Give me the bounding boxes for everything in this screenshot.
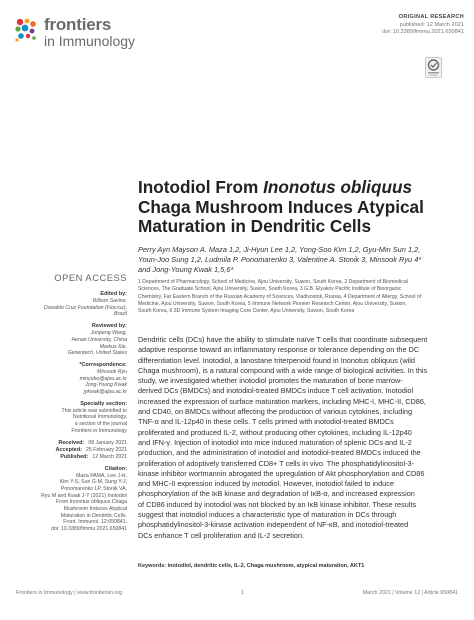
author-line: Perry Ayn Mayson A. Maza 1,2, Ji-Hyun Lee 1,2, Yong-Soo Kim 1,2, Gyu-Min Sun 1,2,	[138, 245, 421, 254]
correspondent-name: Jong-Young Kwak	[85, 382, 127, 389]
title-species: Inonotus obliquus	[263, 177, 413, 197]
reviewed-by-heading: Reviewed by:	[91, 323, 127, 330]
abstract-line: production, and the administration of inotodiol and inotodiol-treated BMDCs induced the	[138, 448, 421, 458]
affiliation-line: Sciences, The Graduate School, Ajou University, Suwon, South Korea, 3 G.B. Elyakov Pacific Institute of Bioorganic	[138, 286, 402, 293]
article-type: ORIGINAL RESEARCH	[398, 14, 464, 20]
author-list	[138, 245, 450, 274]
citation-line: Kim Y-S, Sun G-M, Sung Y-J,	[59, 479, 127, 486]
abstract-line: differentiation level. Inotodiol, a lanostane triterpenoid found in Inonotus obliquus (wild	[138, 355, 415, 365]
affiliations	[138, 279, 456, 316]
page-number: 1	[241, 590, 244, 596]
affiliation-line: Medicine, Ajou University, Suwon, South Korea, 5 Immune Network Pioneer Research Center, Ajou University, Suwon,	[138, 301, 407, 308]
journal-logo[interactable]	[13, 16, 135, 48]
specialty-heading: Specialty section:	[80, 400, 127, 407]
abstract-line: TNF-α and IL-12p40 in these cells. T cells primed with inotodiol-treated BMDCs	[138, 417, 394, 427]
abstract-line: study, we investigated whether inotodiol promotes the maturation of bone marrow-	[138, 376, 403, 386]
reviewer-line: Henan University, China	[71, 336, 127, 343]
published-date: published: 12 March 2021	[399, 21, 464, 28]
published-value: 12 March 2021	[92, 453, 127, 460]
article-sidebar	[16, 272, 127, 538]
frontiers-logo-icon	[13, 17, 39, 43]
correspondent-email[interactable]: jykwak@ajou.ac.kr	[83, 389, 127, 396]
abstract-line: derived DCs (BMDCs) and inotodiol-treated BMDCs induce T cell activation. Inotodiol	[138, 386, 414, 396]
editor-line: Oswaldo Cruz Foundation (Fiocruz),	[43, 304, 127, 311]
editor-line: Wilson Savino,	[92, 298, 127, 304]
specialty-line: Frontiers in Immunology	[71, 427, 127, 434]
keywords-label: Keywords:	[138, 563, 167, 569]
received-label: Received:	[58, 439, 85, 446]
reviewer-line: Junpeng Wang,	[90, 330, 127, 337]
correspondent-email[interactable]: minyubo@ajou.ac.kr	[79, 375, 127, 382]
edited-by-heading: Edited by:	[100, 291, 127, 297]
citation-line: Front. Immunol. 12:650841.	[63, 519, 127, 526]
reviewer-line: Markus Xie,	[99, 343, 127, 350]
citation	[16, 466, 127, 533]
abstract-line: phosphorylation of the IκB kinase and degradation of IκB-α, and increased expression	[138, 489, 415, 499]
abstract-line: of CD86 induced by inotodiol was not blocked by an IκB kinase inhibitor. These results	[138, 499, 417, 509]
reviewed-by	[16, 323, 127, 357]
editor-line: Brazil	[114, 311, 127, 318]
edited-by	[16, 291, 127, 318]
abstract-line: Chaga mushroom), is a natural compound with a wide range of biological activities. In this	[138, 365, 428, 375]
abstract-line: and CD40, on BMDCs without affecting the production of various cytokines, including	[138, 407, 413, 417]
abstract-line: proliferation of adoptively transferred CD8+ T cells in vivo. The phosphatidylinositol-3-	[138, 458, 415, 468]
logo-journal: in Immunology	[44, 33, 136, 49]
abstract	[138, 335, 458, 541]
citation-line: Ponomarenko LP, Stonik VA,	[60, 485, 127, 492]
received-value: 08 January 2021	[88, 439, 127, 446]
citation-line: Ryu M and Kwak J-Y (2021) Inotodiol	[41, 492, 127, 499]
logo-brand: frontiers	[44, 15, 112, 34]
check-for-updates-icon[interactable]	[425, 57, 442, 78]
published-date-sidebar	[16, 454, 127, 461]
affiliation-line: South Korea, 6 3D Immune System Imaging Core Center, Ajou University, Suwon, South Korea	[138, 308, 355, 315]
accepted-date	[16, 447, 127, 454]
abstract-line: kinase inhibitor wortmannin abrogated the upregulation of Akt phosphorylation and CD86	[138, 468, 425, 478]
doi-link[interactable]: doi: 10.3389/fimmu.2021.650841	[382, 29, 464, 35]
specialty-line: a section of the journal	[74, 421, 127, 428]
abstract-line: and IFN-γ. Injection of inotodiol into mice induced maturation of splenic DCs and IL-2	[138, 437, 412, 447]
abstract-line: DCs enhance T cell proliferation and IL-2 secretion.	[138, 530, 305, 540]
accepted-value: 25 February 2021	[86, 446, 127, 453]
citation-line: Maza PAMA, Lee J-H,	[76, 472, 127, 479]
citation-doi[interactable]: doi: 10.3389/fimmu.2021.650841	[51, 526, 127, 533]
footer-journal[interactable]: Frontiers in Immunology | www.frontiersin.org	[16, 590, 123, 596]
title-part-2: Chaga Mushroom Induces Atypical Maturation in Dendritic Cells	[138, 196, 424, 236]
citation-line: From Inonotus obliquus Chaga	[56, 499, 127, 506]
reviewer-line: Genentech, United States	[67, 350, 127, 357]
citation-line: Mushroom Induces Atypical	[63, 506, 127, 513]
correspondence	[16, 362, 127, 396]
correspondent-name: Minsook Ryu	[97, 368, 127, 375]
author-line: and Jong-Young Kwak 1,5,6*	[138, 264, 234, 274]
abstract-line: phosphatidylinositol-3-kinase activation independent of NF-κB, and inotodiol-treated	[138, 520, 409, 530]
abstract-line: and MHC-II expression induced by inotodiol. However, inotodiol failed to induce	[138, 479, 394, 489]
citation-heading: Citation:	[104, 465, 127, 472]
footer-volume: March 2021 | Volume 12 | Article 650841	[362, 590, 458, 596]
affiliation-line: 1 Department of Pharmacology, School of Medicine, Ajou University, Suwon, South Korea, 2 Department of Biomedical	[138, 279, 408, 285]
open-access-label: OPEN ACCESS	[54, 272, 127, 283]
article-meta	[382, 14, 464, 35]
author-line: Youn-Joo Sung 1,2, Ludmila P. Ponomarenko 3, Valentine A. Stonik 3, Minsook Ryu 4*	[138, 254, 422, 264]
abstract-line: suggest that inotodiol induces a characteristic type of maturation in DCs through	[138, 510, 397, 520]
correspondence-heading: *Correspondence:	[79, 361, 127, 368]
specialty-line: This article was submitted to	[61, 407, 127, 414]
article-title	[138, 178, 458, 237]
received-date	[16, 440, 127, 447]
accepted-label: Accepted:	[55, 446, 83, 453]
keywords	[138, 563, 458, 569]
title-part-1: Inotodiol From	[138, 177, 264, 197]
specialty-line: Nutritional Immunology,	[72, 414, 127, 421]
citation-line: Maturation in Dendritic Cells.	[60, 512, 127, 519]
page-footer	[16, 590, 458, 596]
abstract-line: adaptive response toward an inflammatory response or tolerance depending on the DC	[138, 345, 420, 355]
affiliation-line: Chemistry, Far Eastern Branch of the Russian Academy of Sciences, Vladivostok, Russia, 4 Department of Allergy, School of	[138, 293, 422, 300]
article-dates	[16, 440, 127, 461]
abstract-line: proliferated and produced IL-2, without producing other cytokines, including IL-12p40	[138, 427, 412, 437]
published-label: Published:	[60, 453, 89, 460]
specialty-section	[16, 401, 127, 435]
abstract-line: Dendritic cells (DCs) have the ability to stimulate naïve T cells that coordinate subsequent	[138, 335, 428, 344]
abstract-line: increased the expression of surface maturation markers, including MHC-I, MHC-II, CD86,	[138, 396, 426, 406]
keywords-list: inotodiol, dendritic cells, IL-2, Chaga mushroom, atypical maturation, AKT1	[167, 563, 365, 569]
